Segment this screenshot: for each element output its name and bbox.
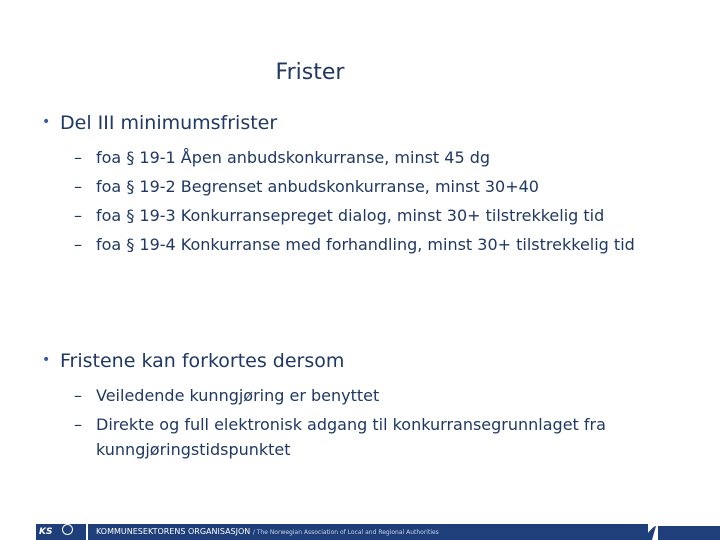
list-item: [74, 174, 644, 199]
dash-icon: –: [74, 177, 82, 196]
list-item-text: foa § 19-3 Konkurransepreget dialog, minst 30+ tilstrekkelig tid: [96, 206, 605, 225]
bullet-dot-icon: •: [42, 114, 51, 130]
list-item: [74, 383, 644, 408]
list-item: [74, 232, 644, 257]
bullet-label: Fristene kan forkortes dersom: [60, 350, 345, 372]
footer-band: KOMMUNESEKTORENS ORGANISASJON / The Norwegian Association of Local and Regional Authorities: [88, 524, 648, 540]
org-name: KOMMUNESEKTORENS ORGANISASJON: [96, 527, 251, 536]
list-item-text: foa § 19-1 Åpen anbudskonkurranse, minst 45 dg: [96, 148, 491, 167]
bullet-minimumsfrister: [42, 112, 277, 134]
list-item: [74, 203, 644, 228]
dash-icon: –: [74, 235, 82, 254]
list-item-text: foa § 19-2 Begrenset anbudskonkurranse, minst 30+40: [96, 177, 539, 196]
seal-icon: [62, 524, 73, 535]
org-english: The Norwegian Association of Local and Regional Authorities: [256, 529, 439, 536]
dash-icon: –: [74, 206, 82, 225]
list-item: [74, 412, 644, 462]
swoosh-icon: [640, 524, 720, 540]
bullet-forkortes: [42, 350, 344, 372]
bullet-dot-icon: •: [42, 352, 51, 368]
ks-logo: [36, 524, 86, 540]
list-item-text: foa § 19-4 Konkurranse med forhandling, minst 30+ tilstrekkelig tid: [96, 235, 635, 254]
dash-icon: –: [74, 415, 82, 434]
logo-text: KS: [39, 527, 53, 537]
bullet-label: Del III minimumsfrister: [60, 112, 278, 134]
dash-icon: –: [74, 386, 82, 405]
slide-title: Frister: [275, 60, 345, 85]
list-item-text: Direkte og full elektronisk adgang til konkurransegrunnlaget fra kunngjøringstidspunktet: [96, 415, 606, 459]
list-item-text: Veiledende kunngjøring er benyttet: [96, 386, 380, 405]
list-item: [74, 145, 644, 170]
dash-icon: –: [74, 148, 82, 167]
